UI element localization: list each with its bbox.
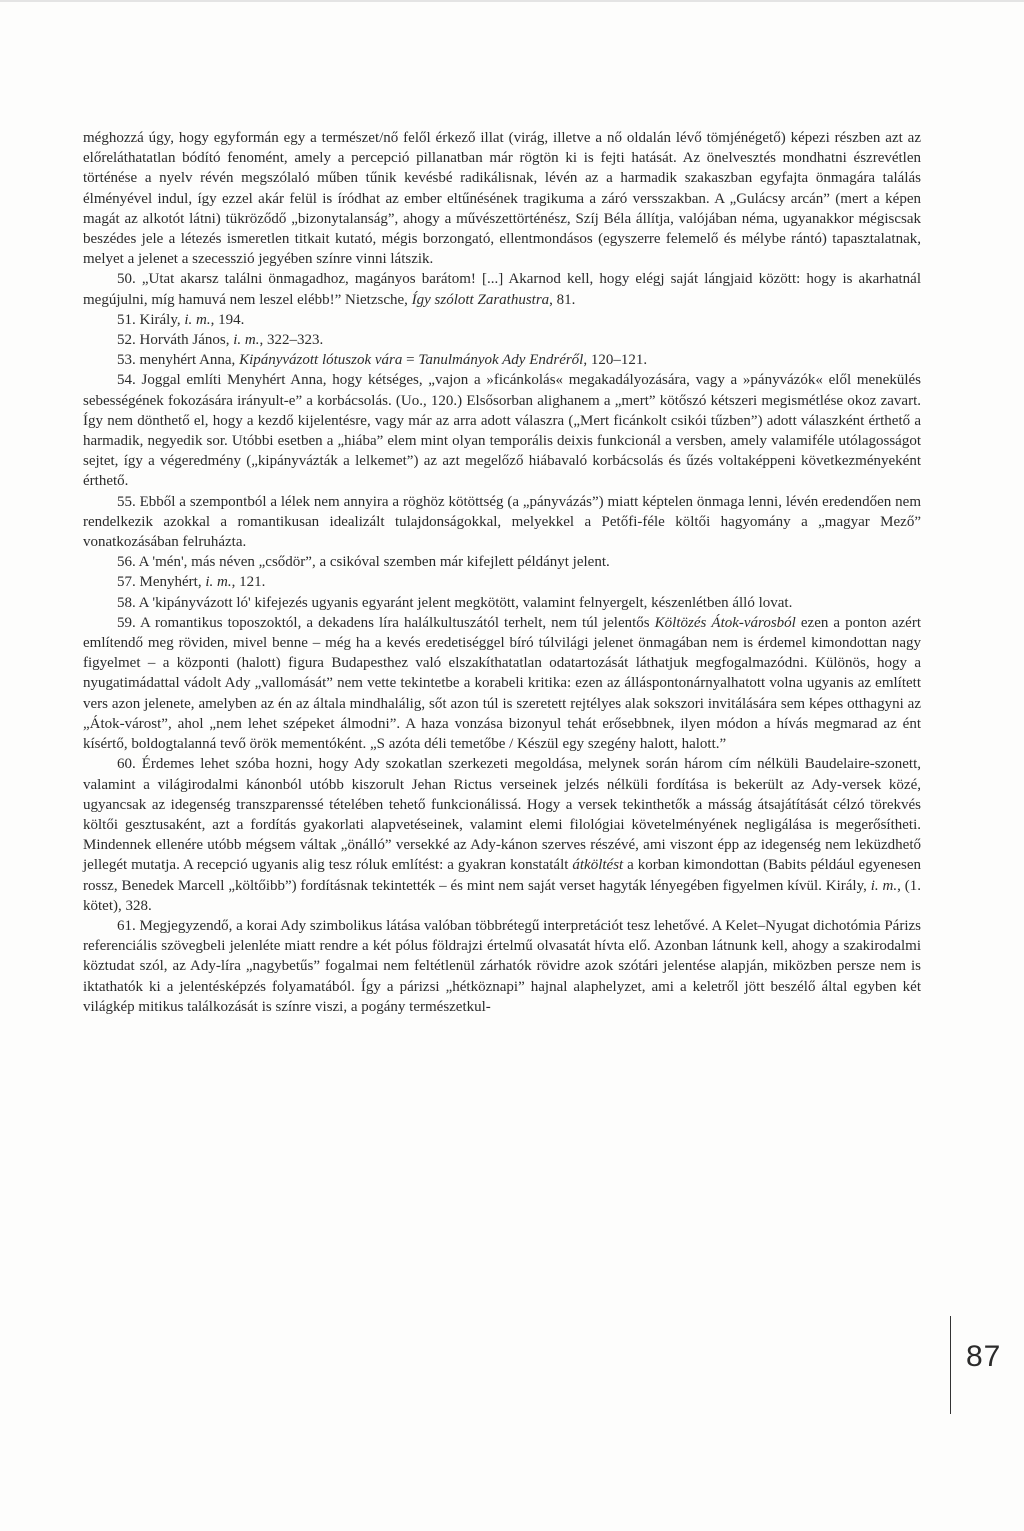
footnote-59: 59. A romantikus toposzoktól, a dekadens líra halálkultuszától terhelt, nem túl jelentős Költözés Átok-városból ezen a ponton azért említendő meg röviden, mivel benne – még ha a kevés eredetiséggel bíró túlvilági jelenet önmagában nem is érdemel kimondottan nagy figyelmet – a központi (halott) figura Budapesthez való elszakíthatatlan odatartozását láthatjuk megfogalmazódni. Különös, hogy a nyugatimádattal vádolt Ady „vallomását” nem vette tekintetbe a korabeli kritika: ezen az álláspontonárnyalhatott volna ugyanis az említett vers azon jelenete, amelyben az én az általa mindhalálig, sőt azon túl is szeretett rejtélyes alak sokszori invitálására sem képes otthagyni az „Átok-várost”, ahol „nem lehet szépeket álmodni”. A haza vonzása bizonyul tehát erősebbnek, ilyen módon a hívás megmarad az ént kísértő, boldogtalanná tevő örök mementóként. „S azóta déli temetőbe / Készül egy szegény halott, halott.” <box>83 614 921 753</box>
footnote-54: 54. Joggal említi Menyhért Anna, hogy kétséges, „vajon a »ficánkolás« megakadályozására, vagy a »pányvázók« elől menekülés sebességének fokozására irányult-e” a korbácsolás. (Uo., 120.) Elsősorban alighanem a „mert” kötőszó kétszeri megismétlése okoz zavart. Így nem dönthető el, hogy a kezdő kijelentésre, vagy már az arra adott válaszra („Mert ficánkolt csikói tűzben”) adott válaszként érthető a harmadik, negyedik sor. Utóbbi esetben a „hiába” elem mint olyan temporális deixis funkcionál a versben, amely valamiféle utólagosságot sejtet, így a végeredmény („kipányvázták a lelkemet”) az azt megelőző hiábavaló korbácsolás és űzés voltaképpeni következményeként érthető. <box>83 372 921 490</box>
footnotes-body <box>83 128 921 1017</box>
footnote-title: Így szólott Zarathustra <box>411 291 550 308</box>
footnote-56: 56. A 'mén', más néven „csődör”, a csikóval szemben már kifejlett példányt jelent. <box>117 554 610 571</box>
footnote-53: 53. menyhért Anna, Kipányvázott lótuszok vára = Tanulmányok Ady Endréről, 120–121. <box>117 352 648 369</box>
footnote-55: 55. Ebből a szempontból a lélek nem annyira a röghöz kötöttség (a „pányvázás”) miatt képtelen önmaga lenni, lévén eredendően nem rendelkezik azokkal a romantikusan idealizált tulajdonságokkal, melyekkel a Petőfi-féle költői hagyomány a „magyar Mező” vonatkozásában felruházta. <box>83 493 921 551</box>
footnote-50: 50. „Utat akarsz találni önmagadhoz, magányos barátom! [...] Akarnod kell, hogy elégj saját lángjaid között: hogy is akarhatnál megújulni, míg hamuvá nem leszel elébb!” Nietzsche, Így szólott Zarathustra, 81. <box>83 271 921 308</box>
footnote-61: 61. Megjegyzendő, a korai Ady szimbolikus látása valóban többrétegű interpretációt tesz lehetővé. A Kelet–Nyugat dichotómia Párizs referenciális szövegbeli jelenléte miatt rendre a két pólus földrajzi értelmű olvasatát hívta elő. Azonban látnunk kell, ahogy a szakirodalmi köztudat szól, az Ady-líra „nagybetűs” fogalmai nem feltétlenül zárhatók rövidre azok szótári jelentése alapján, miközben persze nem is iktathatók ki a jelentésképzés folyamatából. Így a párizsi „hétköznapi” hajnal alaphelyzet, ami a keletről jött beszélő által egyben két világkép mitikus találkozását is színre viszi, a pogány természetkul- <box>83 917 921 1015</box>
footnote-60: 60. Érdemes lehet szóba hozni, hogy Ady szokatlan szerkezeti megoldása, melynek során három cím nélküli Baudelaire-szonett, valamint a világirodalmi kánonból utóbb kiszorult Jehan Rictus verseinek jelzés nélküli fordítása is bekerült az Ady-versek közé, ugyancsak az idegenség transzparenssé tételében tehető funkcionálissá. Hogy a versek tekinthetők a másság átsajátítását célzó törekvés költői gesztusaként, azt a fordítás gyakorlati alapvetéseinek, valamint elemi filológiai követelményének negligálása is megerősítheti. Mindennek ellenére utóbb mégsem váltak „önálló” versekké az Ady-kánon szerves részévé, ami viszont épp az idegenség nem leküzdhető jellegét mutatja. A recepció ugyanis alig tesz róluk említést: a gyakran konstatált átköltést a korban kimondottan (Babits például egyenesen rossz, Benedek Marcell „költőibb”) fordításnak tekintették – és mint nem saját verset hagyták lényegében figyelmen kívül. Király, i. m., (1. kötet), 328. <box>83 756 922 914</box>
footnote-57: 57. Menyhért, i. m., 121. <box>117 574 266 591</box>
footnote-58: 58. A 'kipányvázott ló' kifejezés ugyanis egyaránt jelent megkötött, valamint felnyergelt, készenlétben álló lovat. <box>117 594 793 611</box>
scan-top-edge <box>0 0 1024 2</box>
page-number: 87 <box>966 1340 1002 1373</box>
folio-rule <box>950 1316 951 1414</box>
continuation-paragraph: méghozzá úgy, hogy egyformán egy a természet/nő felől érkező illat (virág, illetve a nő oldalán lévő tömjénégető) képezi részben azt az előreláthatatlan bódító fenomént, amely a percepció pillanatban már rögtön ki is fejti hatását. Az önelvesztés mondhatni észrevétlen történése a nyelv révén megszólaló műben tűnik kevésbé radikálisnak, lévén az a harmadik szakaszban egyfajta önmagára találás élményével indul, így ezzel akár felül is íródhat az ember eltűnésének tragikuma a záró versszakban. A „Gulácsy arcán” (mert a képen magát az alkotót látni) tükröződő „bizonytalanság”, ahogy a művészettörténész, Szíj Béla állítja, valójában néma, ugyanakkor mégiscsak beszédes jele a létezés ismeretlen titkait kutató, mégis borzongató, ellentmondásos (egyszerre felemelő és mélybe rántó) tapasztalatnak, melyet a jelenet a szecesszió jegyében színre vinni látszik. <box>83 130 921 268</box>
footnote-51: 51. Király, i. m., 194. <box>117 311 245 328</box>
footnote-52: 52. Horváth János, i. m., 322–323. <box>117 332 324 349</box>
